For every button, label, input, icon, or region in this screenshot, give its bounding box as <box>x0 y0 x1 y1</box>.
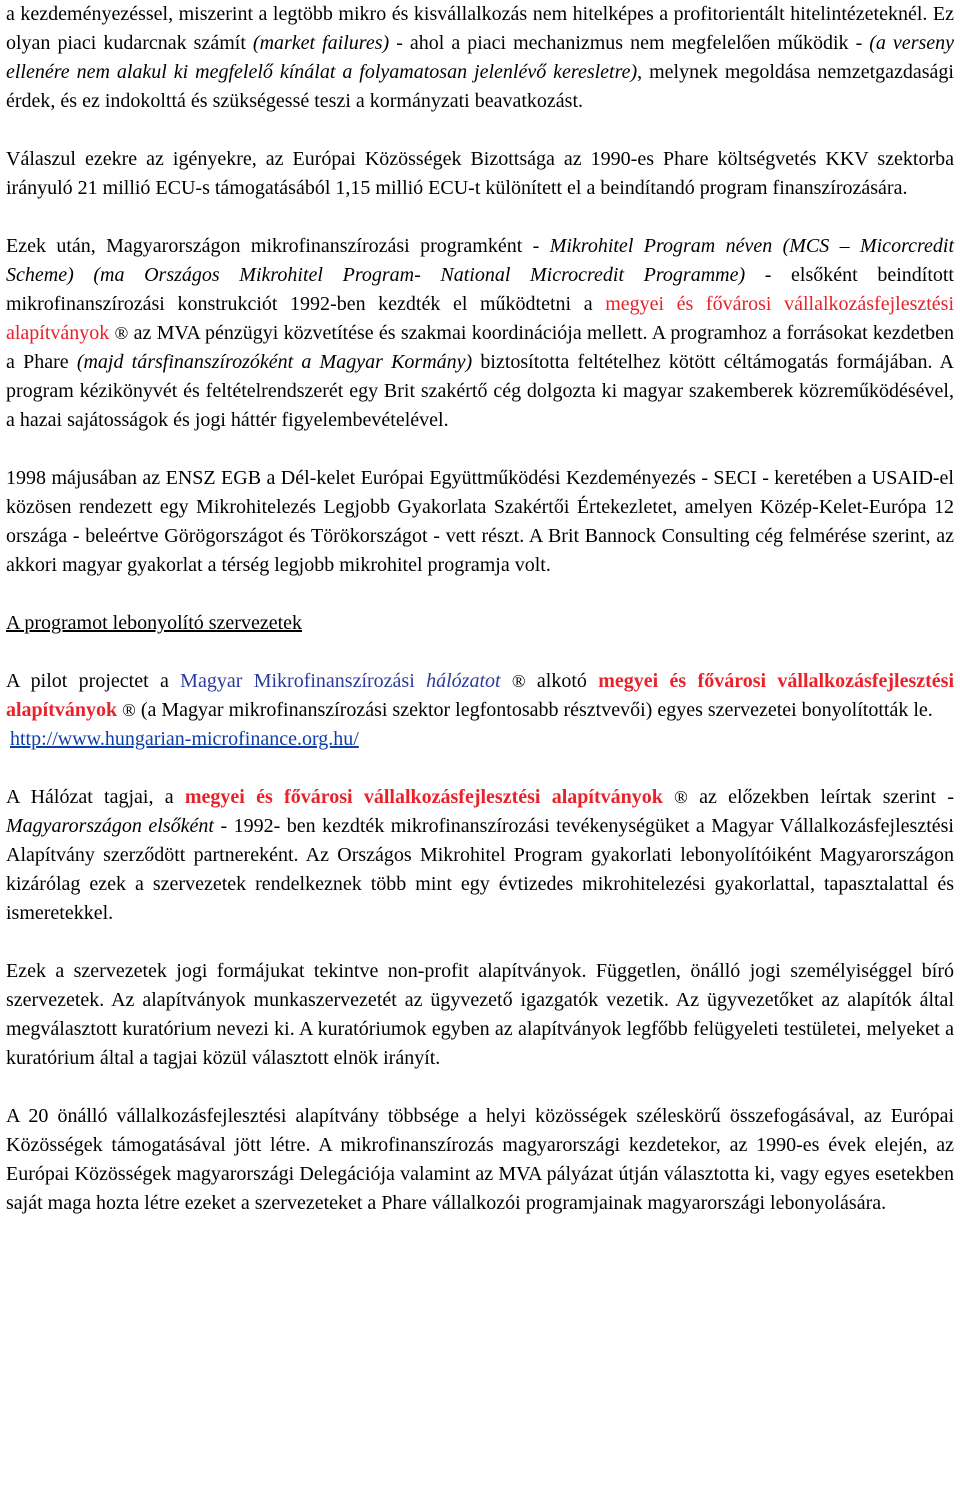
microfinance-network-link[interactable]: http://www.hungarian-microfinance.org.hu/ <box>10 728 359 750</box>
text: - 1992- ben kezdték mikrofinanszírozási tevékenységüket a Magyar Vállalkozásfejlesztési Alapítvány szerződött partnereként. Az Országos Mikrohitel Program gyakorlati lebonyolítóiként Magyarországon kizárólag ezek a szervezetek rendelkeznek több mint egy évtizedes mikrohitelezési gyakorlattal, tapasztalattal és ismeretekkel. <box>6 815 954 924</box>
paragraph-phare-response: Válaszul ezekre az igényekre, az Európai Közösségek Bizottsága az 1990-es Phare költségvetés KKV szektorba irányuló 21 millió ECU-s támogatásából 1,15 millió ECU-t különített el a beindítandó program finanszírozására. <box>6 148 954 199</box>
paragraph-mcs-program <box>6 232 954 435</box>
text: biztosította feltételhez kötött céltámogatás formájában. A program kézikönyvét és feltételrendszerét egy Brit szakértő cég dolgozta ki magyar szakemberek közreműködésével, a hazai sajátosságok és jogi háttér figyelembevételével. <box>6 351 954 431</box>
registered-mark-icon: ® <box>114 323 129 343</box>
text: az előzekben leírtak szerint - <box>687 786 955 808</box>
text-italic: (majd társfinanszírozóként a Magyar Kormány) <box>76 351 473 373</box>
text-italic: (market failures) <box>252 32 390 54</box>
paragraph-foundations-origin: A 20 önálló vállalkozásfejlesztési alapítvány többsége a helyi közösségek széleskörű összefogásával, az Európai Közösségek támogatásával jött létre. A mikrofinanszírozás magyarországi kezdetekor, az 1990-es évek elején, az Európai Közösségek magyarországi Delegációja valamint az MVA pályázat útján választotta ki, vagy egyes esetekben saját maga hozta létre ezeket a szervezeteket a Phare vállalkozói programjainak magyarországi lebonyolására. <box>6 1105 954 1214</box>
text-italic: (a verseny ellenére nem alakul ki megfelelő kínálat a folyamatosan jelenlévő keresletre) <box>6 32 955 83</box>
text: , melynek megoldása nemzetgazdasági érdek, és ez indokolttá és szükségessé teszi a kormányzati beavatkozást. <box>6 61 954 112</box>
text: alkotó <box>525 670 599 692</box>
highlight-foundations: megyei és fővárosi vállalkozásfejlesztési alapítványok <box>6 670 955 721</box>
text: - elsőként beindított mikrofinanszírozási konstrukciót 1992-ben kezdték el működtetni a <box>6 264 954 315</box>
text: Ezek után, Magyarországon mikrofinanszírozási programként - <box>6 235 550 257</box>
text-italic: Magyarországon elsőként <box>6 815 214 837</box>
text: a kezdeményezéssel, miszerint a legtöbb mikro és kisvállalkozás nem hitelképes a profitorientált hitelintézeteknél. Ez olyan piaci kudarcnak számít <box>6 3 954 54</box>
section-heading: A programot lebonyolító szervezetek <box>6 612 303 634</box>
text: (a Magyar mikrofinanszírozási szektor legfontosabb résztvevői) egyes szervezetei bonyolították le. <box>135 699 933 721</box>
highlight-foundations: megyei és fővárosi vállalkozásfejlesztési alapítványok <box>184 786 663 808</box>
paragraph-legal-form: Ezek a szervezetek jogi formájukat tekintve non-profit alapítványok. Független, önálló jogi személyiséggel bíró szervezetek. Az alapítványok munkaszervezetét az ügyvezető igazgatók vezetik. Az ügyvezetőket az alapítók által megválasztott kuratórium nevezi ki. A kuratóriumok egyben az alapítványok legfőbb felügyeleti testületei, melyeket a kuratórium által a tagjai közül választott elnök irányít. <box>6 960 954 1069</box>
text: A Hálózat tagjai, a <box>6 786 185 808</box>
text: az MVA pénzügyi közvetítése és szakmai koordinációja mellett. A programhoz a forrásokat kezdetben a Phare <box>6 322 955 373</box>
highlight-network-italic: hálózatot <box>426 670 501 692</box>
paragraph-market-failure <box>6 0 954 116</box>
registered-mark-icon: ® <box>511 671 526 691</box>
text: A pilot projectet a <box>6 670 181 692</box>
paragraph-network-members <box>6 783 954 928</box>
registered-mark-icon: ® <box>674 787 688 807</box>
paragraph-seci-1998: 1998 májusában az ENSZ EGB a Dél-kelet Európai Együttműködési Kezdeményezés - SECI - keretében a USAID-el közösen rendezett egy Mikrohitelezés Legjobb Gyakorlata Szakértői Értekezletet, amelyen Közép-Kelet-Európa 12 országa - beleértve Görögországot és Törökországot - vett részt. A Brit Bannock Consulting cég felmérése szerint, az akkori magyar gyakorlat a térség legjobb mikrohitel programja volt. <box>6 467 954 576</box>
paragraph-pilot-project <box>6 667 954 725</box>
highlight-network: Magyar Mikrofinanszírozási <box>180 670 415 692</box>
registered-mark-icon: ® <box>122 700 136 720</box>
text: - ahol a piaci mechanizmus nem megfelelően működik - <box>389 32 870 54</box>
text-italic: Mikrohitel Program néven (MCS – Micorcredit Scheme) (ma Országos Mikrohitel Program- National Microcredit Programme) <box>6 235 955 286</box>
link-paragraph <box>6 725 954 754</box>
highlight-foundations: megyei és fővárosi vállalkozásfejlesztési alapítványok <box>6 293 954 344</box>
